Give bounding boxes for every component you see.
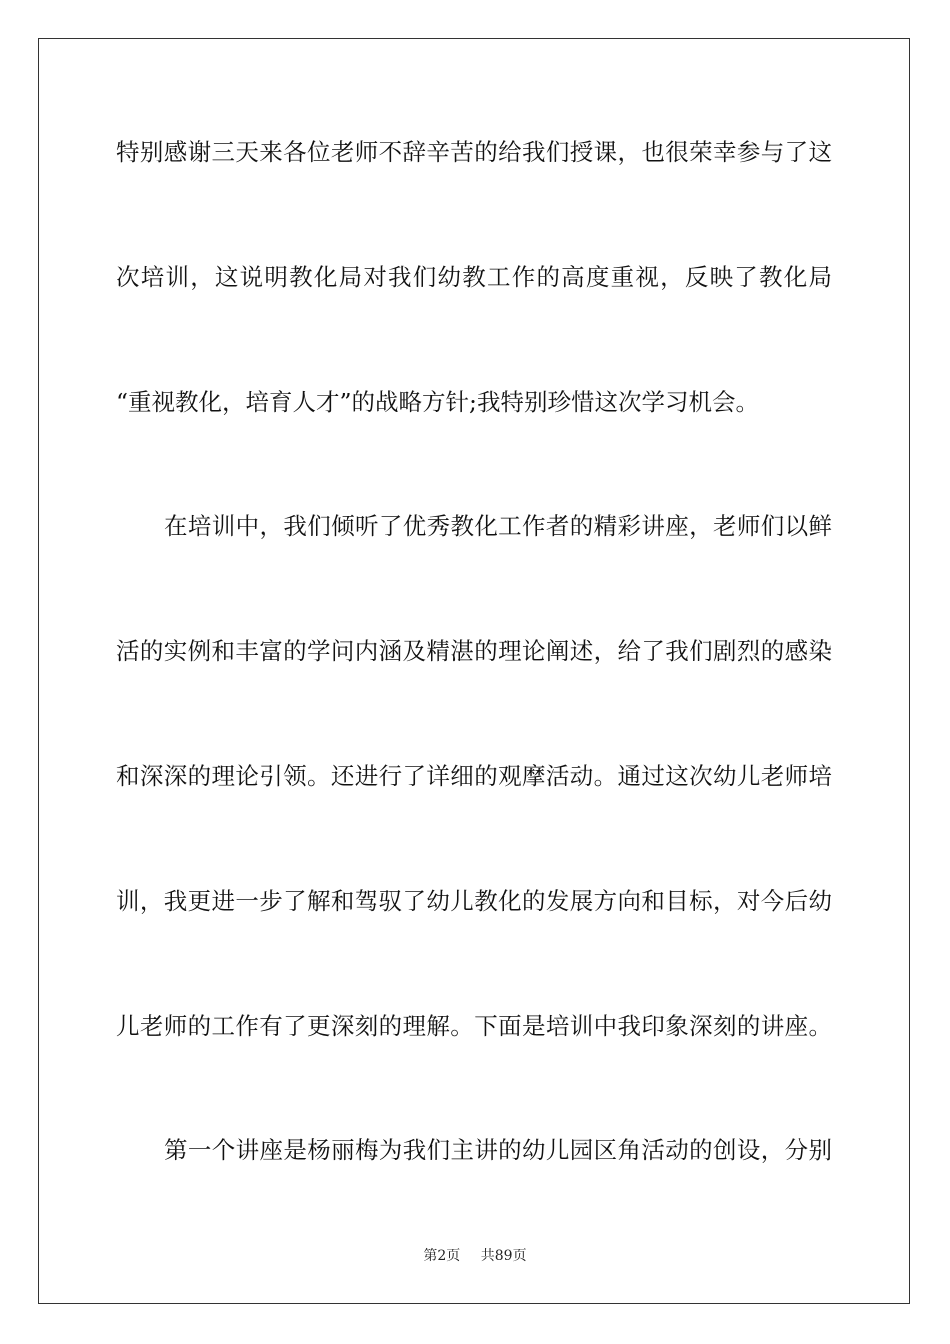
body-line-9: 第一个讲座是杨丽梅为我们主讲的幼儿园区角活动的创设，分别: [164, 1136, 832, 1164]
body-line-7: 训，我更进一步了解和驾驭了幼儿教化的发展方向和目标，对今后幼: [116, 887, 832, 915]
body-line-8: 儿老师的工作有了更深刻的理解。下面是培训中我印象深刻的讲座。: [116, 1012, 832, 1040]
body-line-4: 在培训中，我们倾听了优秀教化工作者的精彩讲座，老师们以鲜: [164, 512, 832, 540]
body-line-5: 活的实例和丰富的学问内涵及精湛的理论阐述，给了我们剧烈的感染: [116, 637, 832, 665]
body-line-3: “重视教化，培育人才”的战略方针;我特别珍惜这次学习机会。: [116, 388, 759, 416]
page-total: 共89页: [480, 1248, 527, 1264]
page-number: 第2页: [423, 1248, 461, 1264]
body-line-2: 次培训，这说明教化局对我们幼教工作的高度重视，反映了教化局: [116, 263, 832, 291]
body-line-1: 特别感谢三天来各位老师不辞辛苦的给我们授课，也很荣幸参与了这: [116, 138, 832, 166]
page-footer: [0, 1247, 950, 1265]
body-line-6: 和深深的理论引领。还进行了详细的观摩活动。通过这次幼儿老师培: [116, 762, 832, 790]
page-border: [38, 38, 910, 1304]
